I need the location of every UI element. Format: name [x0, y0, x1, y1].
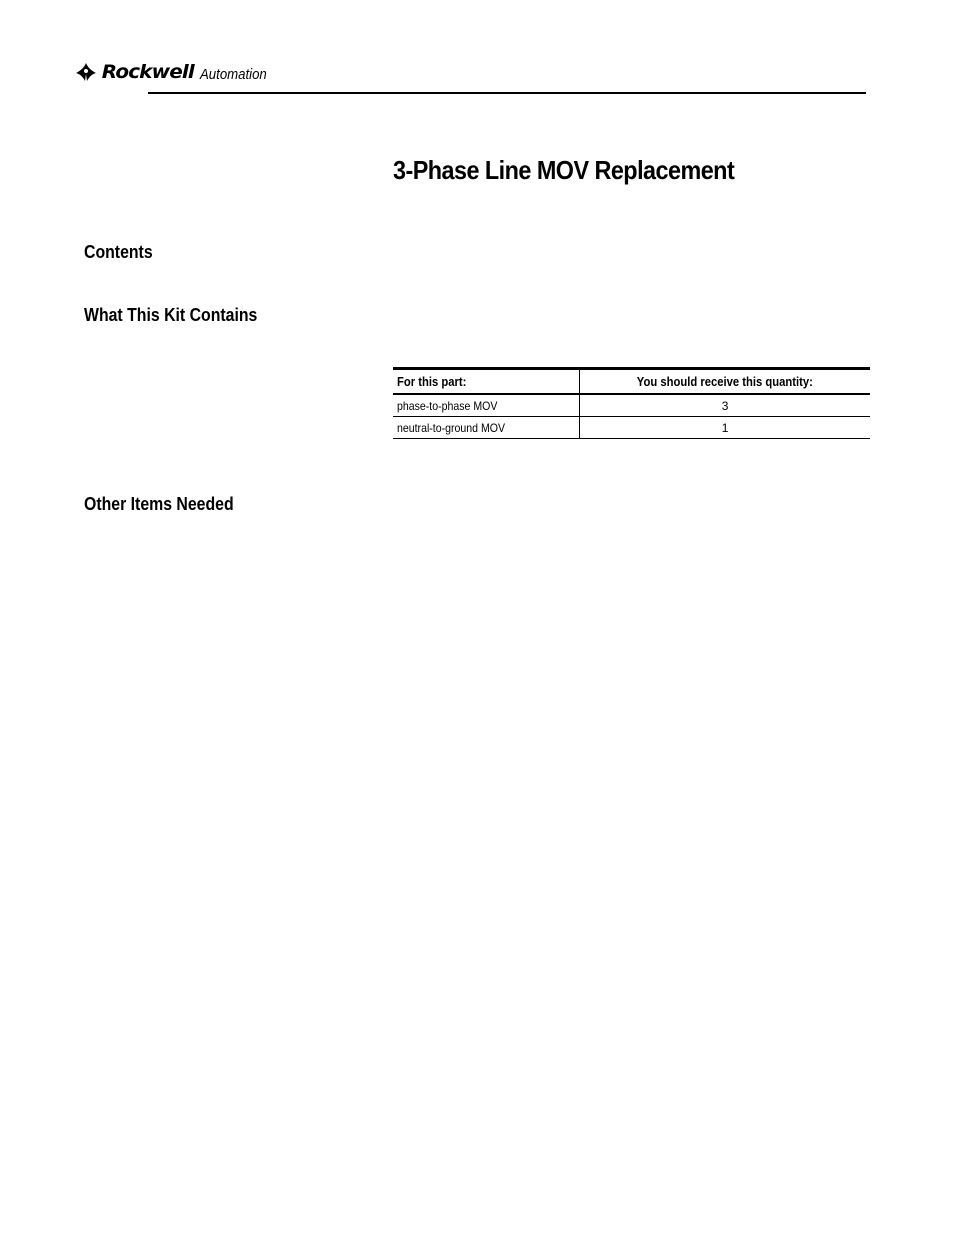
page-title: 3-Phase Line MOV Replacement	[393, 155, 735, 185]
column-header-part: For this part:	[393, 369, 580, 395]
section-heading-other-items: Other Items Needed	[84, 494, 234, 514]
section-heading-kit-contents: What This Kit Contains	[84, 305, 258, 325]
table-header-row	[393, 369, 870, 395]
column-header-quantity: You should receive this quantity:	[580, 369, 870, 395]
brand-name: Rockwell	[101, 61, 194, 83]
quantity-cell: 3	[580, 394, 870, 417]
part-cell: neutral-to-ground MOV	[393, 417, 580, 439]
table-row	[393, 394, 870, 417]
part-cell: phase-to-phase MOV	[393, 394, 580, 417]
quantity-cell: 1	[580, 417, 870, 439]
header-rule	[148, 92, 866, 94]
section-heading-contents: Contents	[84, 242, 153, 262]
rockwell-logo-icon	[74, 60, 98, 84]
page-header	[74, 58, 276, 86]
table-row	[393, 417, 870, 439]
brand-subtitle: Automation	[199, 65, 267, 83]
kit-contents-table	[393, 367, 870, 439]
